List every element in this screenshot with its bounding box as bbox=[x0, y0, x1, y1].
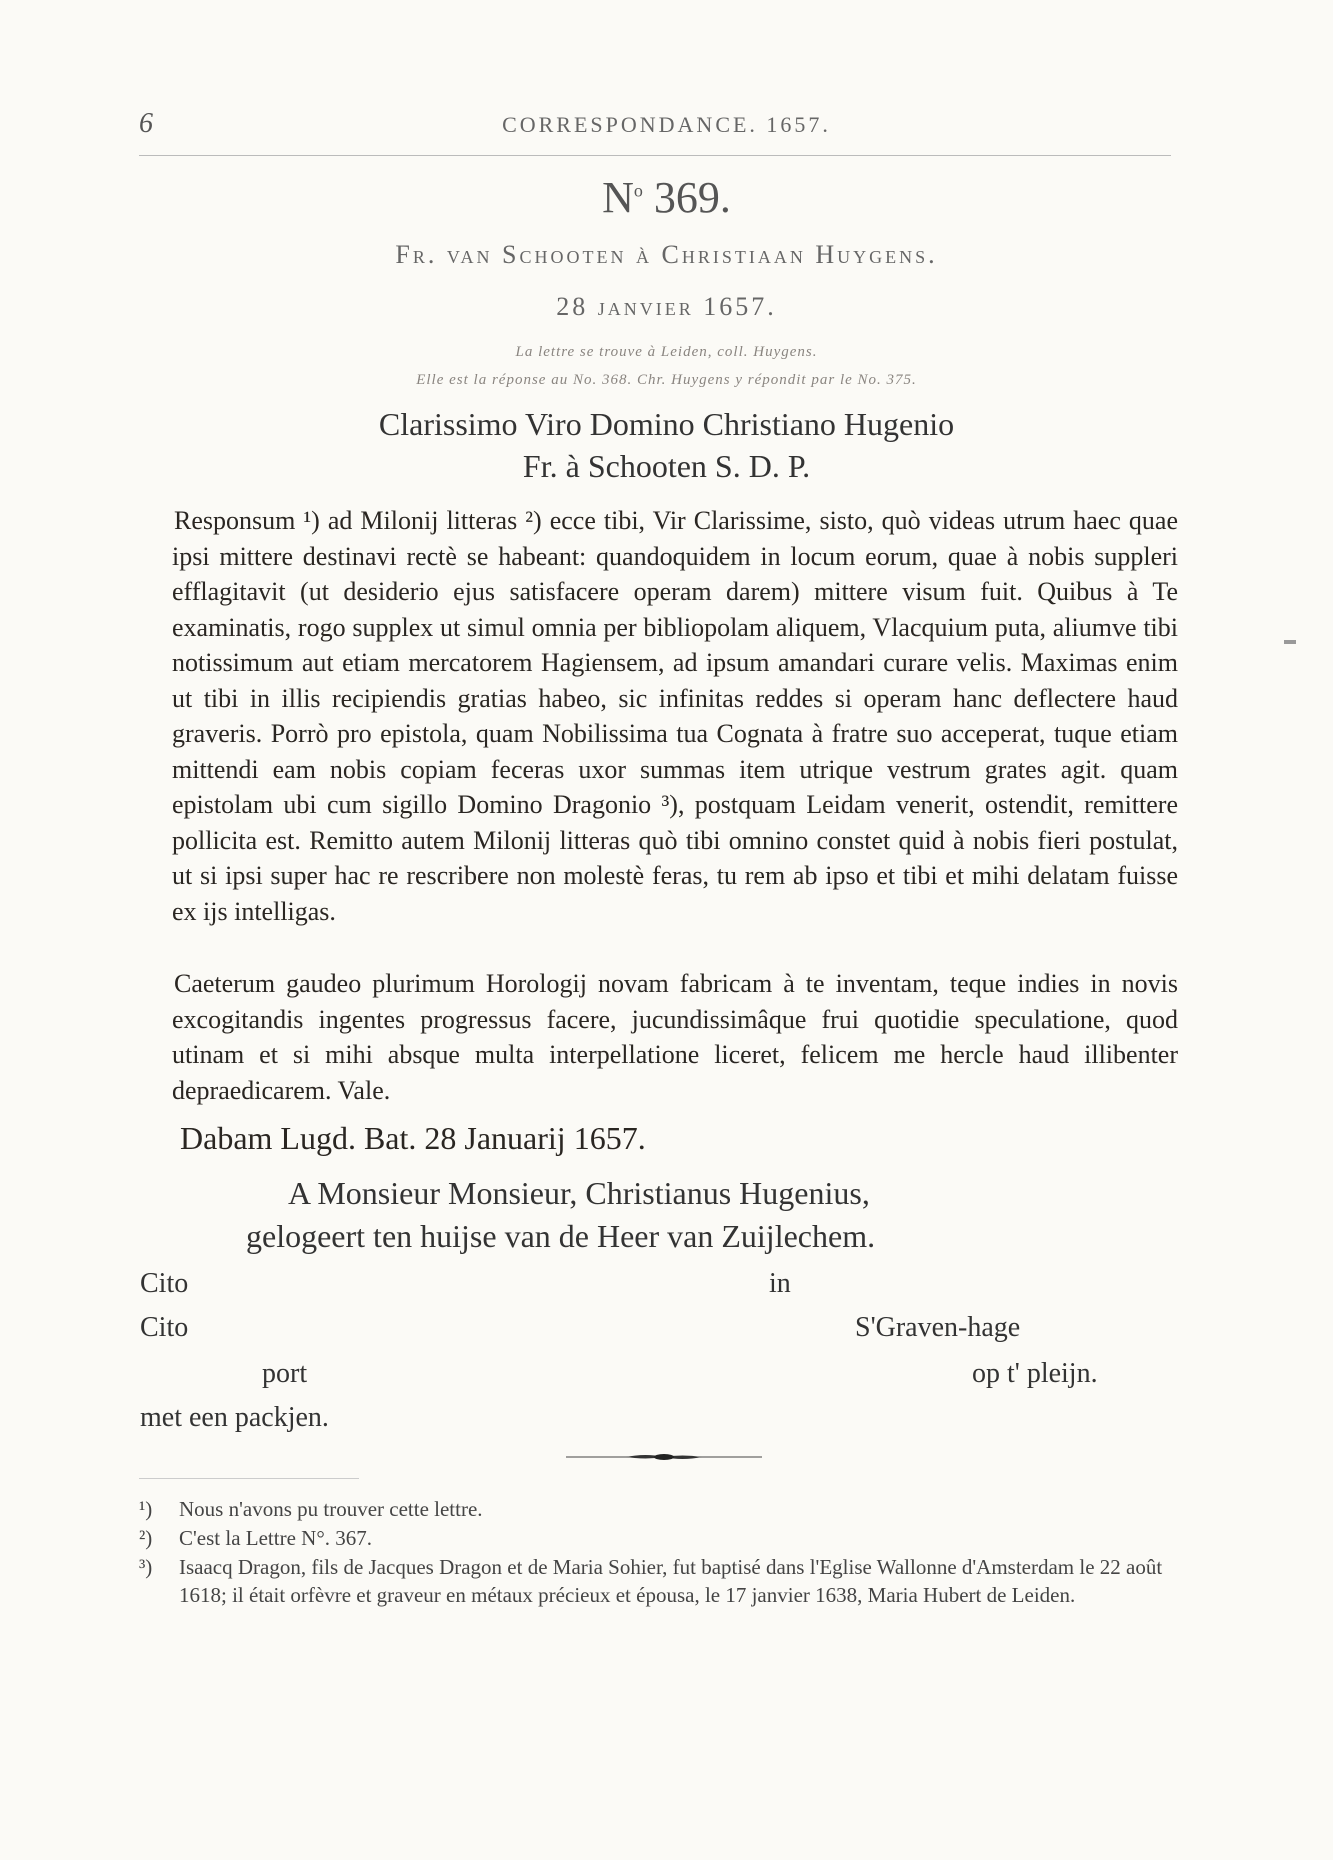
letter-paragraph-1: Responsum ¹) ad Milonij litteras ²) ecce tibi, Vir Clarissime, sisto, quò videas utrum haec quae ipsi mittere destinavi rectè se habeant: quandoquidem in locum eorum, quae à nobis suppleri efflagitavit (ut desiderio ejus satisfacere operam darem) mittere visum fuit. Quibus à Te examinatis, rogo supplex ut simul omnia per bibliopolam aliquem, Vlacquium puta, aliumve tibi notissimum aut etiam mercatorem Hagiensem, ad ipsum amandari curare velis. Maximas enim ut tibi in illis recipiendis gratias habeo, sic infinitas reddes si operam hanc deflectere haud graveris. Porrò pro epistola, quam Nobilissima tua Cognata à fratre suo acceperat, tuque etiam mittendi eam nobis copiam feceras uxor summas item utrique vestrum grates agit. quam epistolam ubi cum sigillo Domino Dragonio ³), postquam Leidam venerit, ostendit, remittere pollicita est. Remitto autem Milonij litteras quò tibi omnino constet quid à nobis fieri postulat, ut si ipsi super hac re rescribere non molestè feras, tu rem ab ipso et tibi et mihi delatam fuisse ex ijs intelligas. bbox=[172, 506, 1178, 926]
salutation-line-1: Clarissimo Viro Domino Christiano Hugenio bbox=[378, 406, 955, 442]
footnote-3 bbox=[139, 1553, 1179, 1609]
letter-date: 28 janvier 1657. bbox=[556, 292, 777, 321]
footnote-marker: ³) bbox=[139, 1555, 153, 1579]
footnote-marker: ¹) bbox=[139, 1497, 153, 1521]
reply-note: Elle est la réponse au No. 368. Chr. Huygens y répondit par le No. 375. bbox=[416, 372, 917, 388]
footnote-marker: ²) bbox=[139, 1526, 153, 1550]
cito-mark-1: Cito bbox=[140, 1268, 189, 1299]
salutation-line-2: Fr. à Schooten S. D. P. bbox=[522, 448, 811, 484]
footnote-rule bbox=[139, 1478, 359, 1479]
footnote-text: Nous n'avons pu trouver cette lettre. bbox=[179, 1497, 483, 1521]
address-place: S'Graven-hage bbox=[855, 1312, 1021, 1343]
letter-number bbox=[0, 172, 1333, 223]
header-rule bbox=[139, 155, 1171, 156]
letter-number-prefix: N bbox=[602, 173, 634, 222]
source-note: La lettre se trouve à Leiden, coll. Huygens. bbox=[515, 344, 818, 360]
letter-number-sup: o bbox=[633, 180, 643, 201]
footnote-2 bbox=[139, 1524, 1179, 1552]
address-line-2: gelogeert ten huijse van de Heer van Zuijlechem. bbox=[246, 1218, 876, 1254]
page-number: 6 bbox=[139, 108, 153, 139]
address-line-1: A Monsieur Monsieur, Christianus Hugenius, bbox=[288, 1175, 870, 1211]
address-square: op t' pleijn. bbox=[972, 1358, 1098, 1389]
letter-paragraph-2: Caeterum gaudeo plurimum Horologij novam fabricam à te inventam, teque indies in novis excogitandis ingentes progressus facere, jucundissimâque frui quotidie speculatione, quod utinam et si mihi absque multa interpellatione liceret, felicem me hercle haud illibenter depraedicarem. Vale. bbox=[172, 969, 1178, 1105]
ornament-divider bbox=[566, 1450, 762, 1464]
cito-mark-2: Cito bbox=[140, 1312, 189, 1343]
running-head: CORRESPONDANCE. 1657. bbox=[502, 112, 831, 137]
footnote-text: C'est la Lettre N°. 367. bbox=[179, 1526, 372, 1550]
letter-number-value: 369. bbox=[653, 173, 731, 222]
dateline: Dabam Lugd. Bat. 28 Januarij 1657. bbox=[180, 1120, 646, 1156]
address-port: port bbox=[262, 1358, 308, 1389]
footnote-1 bbox=[139, 1495, 1179, 1523]
address-in: in bbox=[769, 1268, 791, 1299]
correspondents-line: Fr. van Schooten à Christiaan Huygens. bbox=[395, 240, 938, 269]
address-packet: met een packjen. bbox=[140, 1402, 329, 1433]
margin-mark bbox=[1284, 640, 1296, 644]
footnote-text: Isaacq Dragon, fils de Jacques Dragon et de Maria Sohier, fut baptisé dans l'Eglise Wallonne d'Amsterdam le 22 août 1618; il était orfèvre et graveur en métaux précieux et épousa, le 17 janvier 1638, Maria Hubert de Leiden. bbox=[179, 1555, 1163, 1607]
